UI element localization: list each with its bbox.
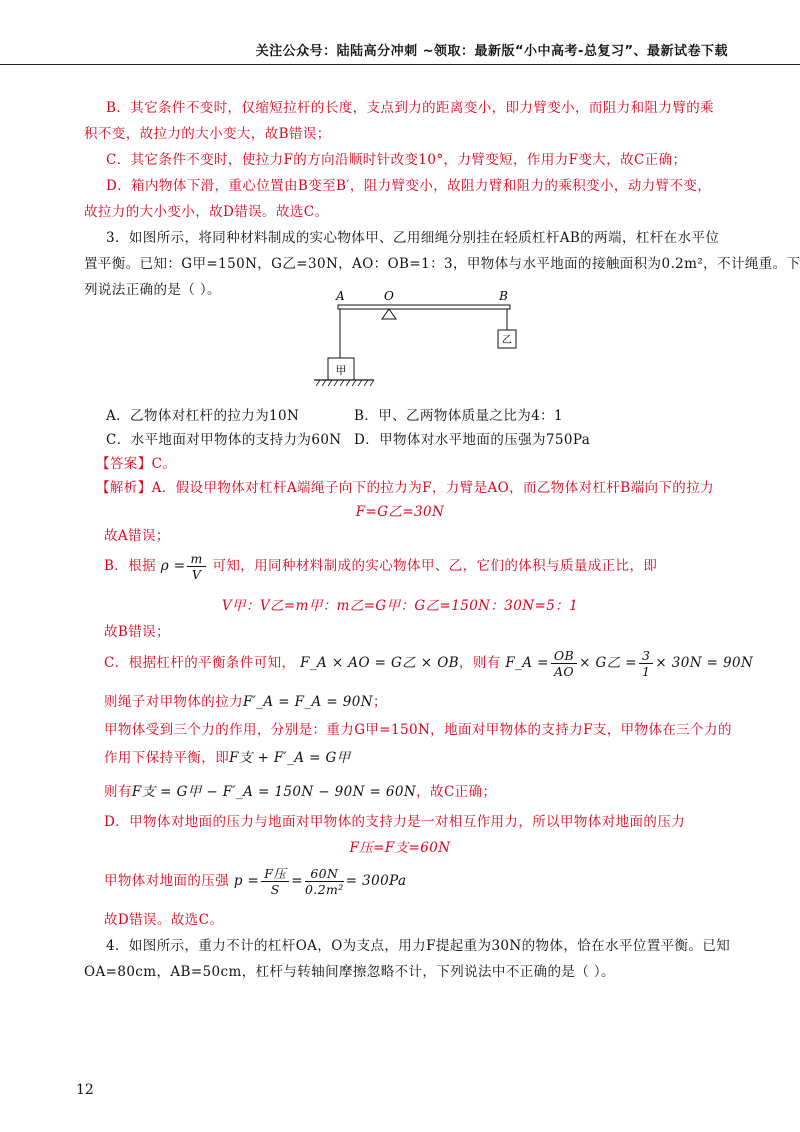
analysis-c-line3: 甲物体受到三个力的作用，分别是：重力G甲=150N，地面对甲物体的支持力F支，甲物体在三个力的: [104, 722, 732, 738]
c-l5-eq: F支 = G甲 − F′_A = 150N − 90N = 60N: [131, 784, 417, 800]
analysis-c-line4: [104, 746, 716, 766]
choice-a: A．乙物体对杠杆的拉力为10N: [106, 408, 300, 424]
d-60: 60N: [305, 866, 344, 882]
d-f: F压: [261, 866, 289, 882]
analysis-c-line1: C．其它条件不变时，使拉力F的方向沿顺时针改变10°，力臂变短，作用力F变大，故C正确；: [106, 152, 687, 168]
analysis-label: 【解析】: [96, 480, 152, 496]
q4-line2: OA=80cm，AB=50cm，杠杆与转轴间摩擦忽略不计，下列说法中不正确的是（ ）。: [84, 964, 615, 980]
c-fa: F_A =: [505, 655, 549, 671]
analysis-b-end: 故B错误；: [104, 624, 170, 640]
analysis-b-line: [104, 551, 716, 582]
analysis-c-line1: [104, 648, 754, 679]
b-post: 可知，用同种材料制成的实心物体甲、乙，它们的体积与质量成正比，即: [212, 558, 658, 574]
c-l4-pre: 作用下保持平衡，即: [104, 750, 230, 766]
b-pre: B．根据: [104, 558, 157, 574]
c-l2-end: ；: [372, 694, 387, 710]
c-l5-pre: 则有: [104, 784, 132, 800]
choice-b: B．甲、乙两物体质量之比为4：1: [354, 408, 563, 424]
d-area: 0.2m²: [304, 882, 344, 897]
c-eq1: F_A × AO = G乙 × OB: [300, 655, 459, 671]
b-rho: ρ =: [160, 558, 186, 574]
ground-hatch: [316, 380, 374, 386]
analysis-c-line5: [104, 780, 716, 800]
c-l4-eq: F支 + F′_A = G甲: [229, 750, 351, 766]
b-den: V: [191, 567, 202, 582]
analysis-a-eq: F=G乙=30N: [355, 504, 445, 520]
c-l2-eq: F′_A = F_A = 90N: [243, 694, 373, 710]
page-header: [0, 36, 800, 65]
analysis-d-line1: D．箱内物体下滑，重心位置由B变至B′，阻力臂变小，故阻力臂和阻力的乘积变小，动力臂不变，: [106, 178, 712, 194]
analysis-d-line1: D．甲物体对地面的压力与地面对甲物体的支持力是一对相互作用力，所以甲物体对地面的压力: [104, 814, 686, 830]
lever-bar: [338, 305, 510, 309]
c-ao: AO: [553, 664, 575, 679]
c-ob: OB: [551, 648, 577, 664]
analysis-d-end: 故D错误。故选C。: [104, 912, 224, 928]
q3-line1: 3．如图所示，将同种材料制成的实心物体甲、乙用细绳分别挂在轻质杠杆AB的两端，杠杆在水平位: [106, 230, 720, 246]
lever-figure: [300, 286, 510, 396]
analysis-b-eq: V甲：V乙=m甲：m乙=G甲：G乙=150N：30N=5：1: [221, 598, 579, 614]
choice-c: C．水平地面对甲物体的支持力为60N: [106, 432, 342, 448]
analysis-a-line1: [96, 476, 716, 496]
c-l2-pre: 则绳子对甲物体的拉力: [104, 694, 243, 710]
label-jia: 甲: [335, 364, 347, 377]
b-num: m: [187, 551, 205, 567]
c-mid: ，则有: [458, 655, 501, 671]
analysis-b-line1: B．其它条件不变时，仅缩短拉杆的长度，支点到力的距离变小，即力臂变小，而阻力和阻力臂的乘: [106, 100, 715, 116]
header-text: 关注公众号：陆陆高分冲刺 ~领取：最新版“小中高考-总复习”、最新试卷下载: [255, 44, 728, 59]
q4-line1: 4．如图所示，重力不计的杠杆OA，O为支点，用力F提起重为30N的物体，恰在水平位置平衡。已知: [106, 938, 731, 954]
analysis-d-line2: 故拉力的大小变小，故D错误。故选C。: [84, 204, 329, 220]
c-3: 3: [639, 648, 653, 664]
page-number: 12: [76, 1082, 94, 1098]
q3-line3: 列说法正确的是（ ）。: [84, 282, 221, 298]
d-res: = 300Pa: [345, 873, 407, 889]
analysis-a-end: 故A错误；: [104, 528, 170, 544]
label-b: B: [499, 289, 508, 303]
choice-d: D．甲物体对水平地面的压强为750Pa: [354, 432, 591, 448]
analysis-b-line2: 积不变，故拉力的大小变大，故B错误；: [84, 126, 331, 142]
fulcrum: [382, 309, 396, 319]
c-g: × G乙 =: [579, 655, 637, 671]
d-s: S: [270, 882, 280, 897]
answer: 【答案】C。: [96, 456, 177, 472]
analysis-a-text: A．假设甲物体对杠杆A端绳子向下的拉力为F，力臂是AO，而乙物体对杠杆B端向下的拉力: [151, 480, 715, 496]
analysis-d-line3: 甲物体对地面的压强 p = $\frac{\text{F压}}{S}$ = $\frac{60N}{\text{0.2m²}}$ = 300Pa: [104, 866, 407, 897]
analysis-d-eq: F压=F支=60N: [349, 840, 451, 856]
c-l5-end: ，故C正确；: [416, 784, 497, 800]
d-p: p =: [233, 873, 260, 889]
c-pre: C．根据杠杆的平衡条件可知，: [104, 655, 296, 671]
d-l3-pre: 甲物体对地面的压强: [104, 873, 230, 889]
c-res: × 30N = 90N: [655, 655, 754, 671]
label-a: A: [336, 289, 345, 303]
label-o: O: [384, 289, 394, 303]
c-1: 1: [642, 664, 651, 679]
q3-line2: 置平衡。已知：G甲=150N，G乙=30N，AO：OB=1：3，甲物体与水平地面的接触面积为0.2m²，不计绳重。下: [84, 256, 800, 272]
analysis-c-line2: [104, 690, 716, 710]
label-yi: 乙: [502, 335, 512, 346]
